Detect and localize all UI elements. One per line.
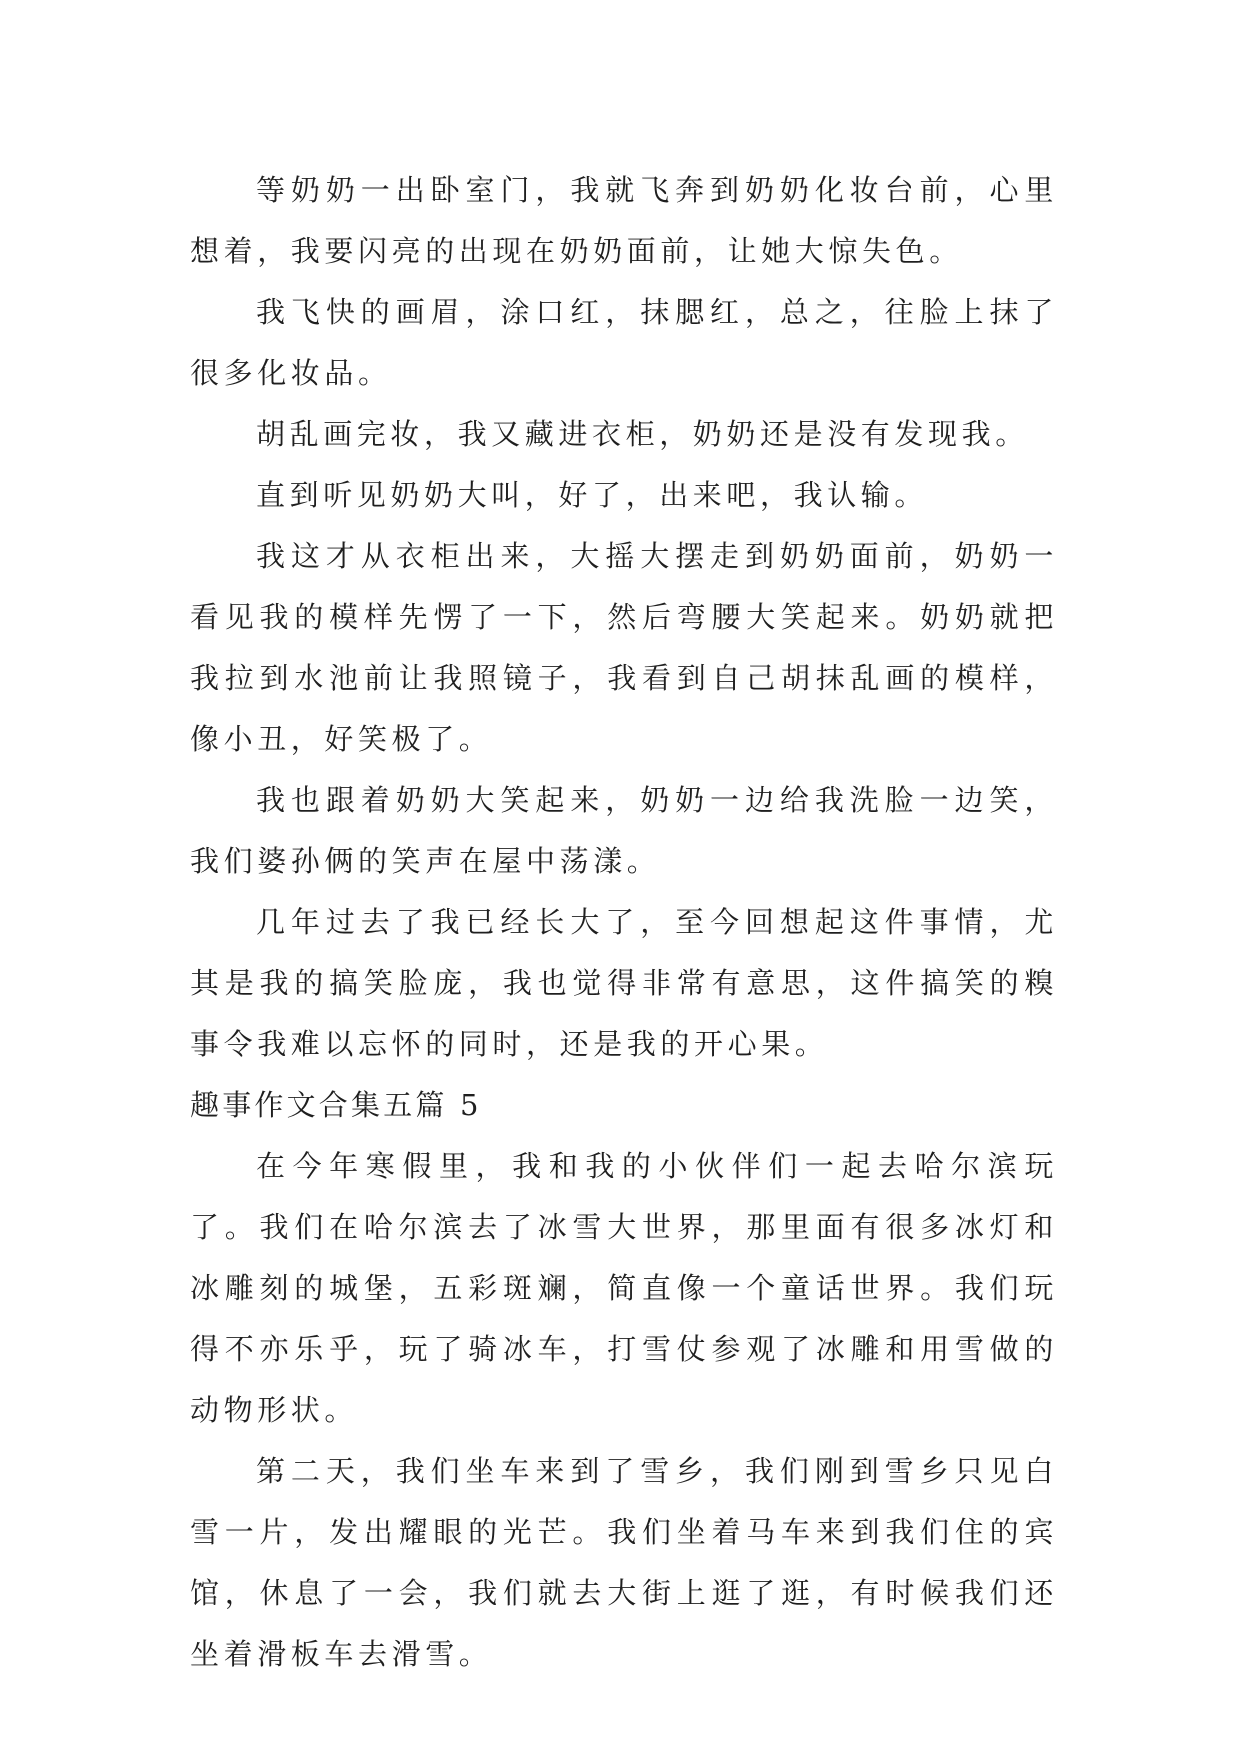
paragraph: 我飞快的画眉，涂口红，抹腮红，总之，往脸上抹了很多化妆品。 — [190, 295, 1058, 390]
paragraph: 直到听见奶奶大叫，好了，出来吧，我认输。 — [256, 478, 929, 512]
paragraph: 在今年寒假里，我和我的小伙伴们一起去哈尔滨玩了。我们在哈尔滨去了冰雪大世界，那里面有很多冰灯和冰雕刻的城堡，五彩斑斓，简直像一个童话世界。我们玩得不亦乐乎，玩了骑冰车，打雪仗参观了冰雕和用雪做的动物形状。 — [190, 1149, 1058, 1427]
paragraph: 等奶奶一出卧室门，我就飞奔到奶奶化妆台前，心里想着，我要闪亮的出现在奶奶面前，让她大惊失色。 — [190, 173, 1058, 268]
section-heading: 趣事作文合集五篇 5 — [190, 1088, 482, 1122]
paragraph: 我这才从衣柜出来，大摇大摆走到奶奶面前，奶奶一看见我的模样先愣了一下，然后弯腰大笑起来。奶奶就把我拉到水池前让我照镜子，我看到自己胡抹乱画的模样，像小丑，好笑极了。 — [190, 539, 1058, 756]
paragraph: 第二天，我们坐车来到了雪乡，我们刚到雪乡只见白雪一片，发出耀眼的光芒。我们坐着马车来到我们住的宾馆，休息了一会，我们就去大街上逛了逛，有时候我们还坐着滑板车去滑雪。 — [190, 1454, 1058, 1671]
paragraph: 胡乱画完妆，我又藏进衣柜，奶奶还是没有发现我。 — [256, 417, 1029, 451]
document-body — [190, 160, 1058, 1685]
paragraph: 几年过去了我已经长大了，至今回想起这件事情，尤其是我的搞笑脸庞，我也觉得非常有意思，这件搞笑的糗事令我难以忘怀的同时，还是我的开心果。 — [190, 905, 1058, 1061]
paragraph: 我也跟着奶奶大笑起来，奶奶一边给我洗脸一边笑，我们婆孙俩的笑声在屋中荡漾。 — [190, 783, 1058, 878]
